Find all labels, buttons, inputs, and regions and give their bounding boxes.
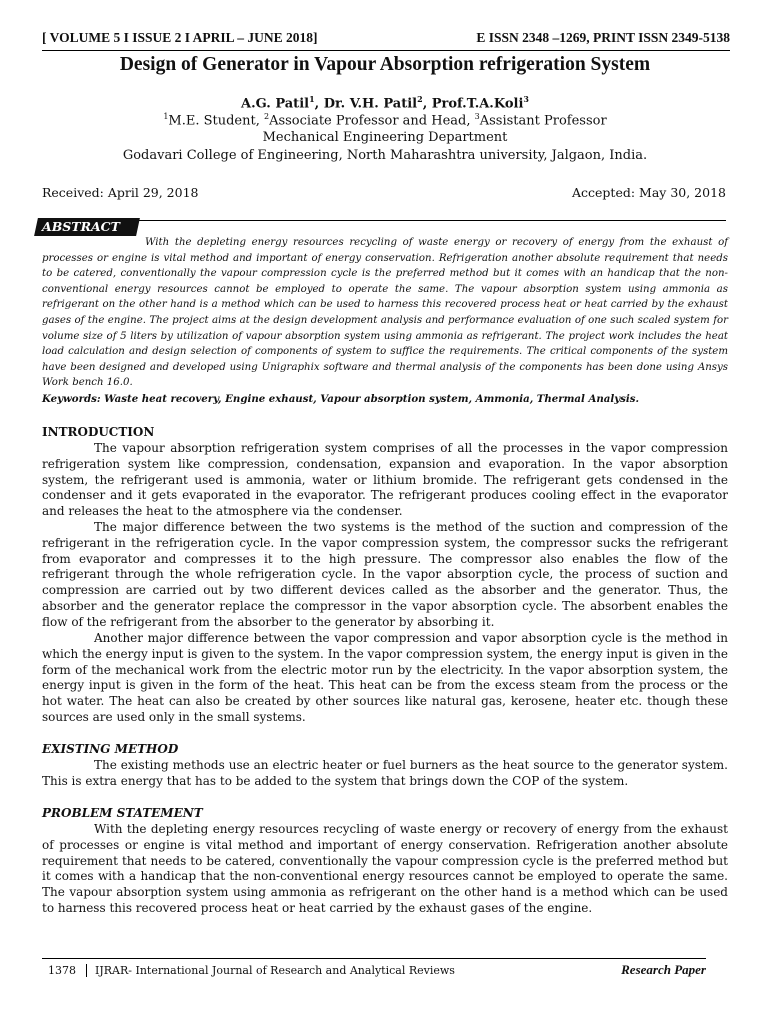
existing-method-heading: EXISTING METHOD bbox=[42, 742, 179, 756]
page-footer bbox=[42, 961, 706, 979]
page-number: 1378 bbox=[42, 964, 87, 977]
affiliation-department: Mechanical Engineering Department bbox=[262, 130, 508, 145]
header-divider bbox=[42, 50, 730, 51]
introduction-paragraph-2: The major difference between the two systems is the method of the suction and compression of the refrigerant in the refrigeration cycle. In the vapor compression system, the compressor sucks the refrigerant from evaporator and compresses it to the high pressure. The compressor also enables the flow of the refrigerant through the whole refrigeration cycle. In the vapor absorption cycle, the process of suction and compression are carried out by two different devices called as the absorber and the generator. Thus, the absorber and the generator replace the compressor in the vapor absorption cycle. The absorbent enables the flow of the refrigerant from the absorber to the generator by absorbing it. bbox=[42, 520, 728, 629]
keywords: Keywords: Waste heat recovery, Engine exhaust, Vapour absorption system, Ammonia, Thermal Analysis. bbox=[42, 393, 640, 405]
introduction-paragraph-1: The vapour absorption refrigeration system comprises of all the processes in the vapor compression refrigeration system like compression, condensation, expansion and evaporation. In the vapor absorption system, the refrigerant used is ammonia, water or lithium bromide. The refrigerant gets condensed in the condenser and it gets evaporated in the evaporator. The refrigerant produces cooling effect in the evaporator and releases the heat to the atmosphere via the condenser. bbox=[42, 441, 728, 519]
affil-sup-2: 2 bbox=[263, 112, 270, 121]
volume-issue: [ VOLUME 5 I ISSUE 2 I APRIL – JUNE 2018] bbox=[42, 30, 318, 45]
introduction-heading: INTRODUCTION bbox=[42, 425, 155, 439]
author-1-affil: 1 bbox=[309, 94, 315, 104]
author-1: A.G. Patil bbox=[241, 96, 310, 112]
publication-dates bbox=[42, 185, 726, 200]
existing-method-paragraph: The existing methods use an electric heater or fuel burners as the heat source to the generator system. This is extra energy that has to be added to the system that brings down the COP of the system. bbox=[42, 758, 728, 788]
footer-divider bbox=[42, 958, 706, 959]
problem-statement-heading: PROBLEM STATEMENT bbox=[42, 806, 203, 820]
abstract-label-text: ABSTRACT bbox=[42, 219, 120, 234]
journal-name: IJRAR- International Journal of Research and Analytical Reviews bbox=[95, 963, 455, 977]
introduction-paragraph-3: Another major difference between the vapor compression and vapor absorption cycle is the method in which the energy input is given to the system. In the vapor compression system, the energy input is given in the form of the mechanical work from the electric motor run by the electricity. In the vapor absorption system, the energy input is given in the form of the heat. This heat can be from the excess steam from the process or the hot water. The heat can also be created by other sources like natural gas, kerosene, heater etc. though these sources are used only in the small systems. bbox=[42, 631, 728, 724]
paper-title: Design of Generator in Vapour Absorption refrigeration System bbox=[119, 54, 651, 75]
affil-role-1: M.E. Student, bbox=[168, 113, 264, 129]
affil-role-3: Assistant Professor bbox=[479, 113, 607, 129]
abstract-divider bbox=[42, 220, 726, 221]
received-date: Received: April 29, 2018 bbox=[42, 185, 199, 200]
affil-role-2: Associate Professor and Head, bbox=[269, 113, 475, 129]
author-2: , Dr. V.H. Patil bbox=[314, 96, 418, 112]
author-3: , Prof.T.A.Koli bbox=[422, 96, 524, 112]
affil-sup-3: 3 bbox=[474, 112, 480, 121]
running-header bbox=[42, 28, 730, 48]
problem-statement-paragraph: With the depleting energy resources recycling of waste energy or recovery of energy from the exhaust of processes or engine is vital method and important of energy conservation. Refrigeration another absolute requirement that needs to be catered, conventionally the vapour compression cycle is the preferred method but it comes with a handicap that the non-conventional energy resources cannot be employed to operate the same. The vapour absorption system using ammonia as refrigerant on the other hand is a method which can be used to harness this recovered process heat or heat carried by the exhaust gases of the engine. bbox=[42, 822, 728, 915]
accepted-date: Accepted: May 30, 2018 bbox=[572, 185, 726, 200]
abstract-label bbox=[34, 218, 140, 236]
affiliation-roles bbox=[40, 112, 730, 128]
affil-sup-1: 1 bbox=[163, 112, 169, 121]
abstract-text: With the depleting energy resources recycling of waste energy or recovery of energy from the exhaust of processes or engine is vital method and important of energy conservation. Refrigeration another absolute requirement that needs to be catered, conventionally the vapour compression cycle is the preferred method but it comes with an handicap that the non-conventional energy resources cannot be employed to operate the same. The vapour absorption system using ammonia as refrigerant on the other hand is a method which can be used to harness this recovered process heat or heat carried by the exhaust gases of the engine. The project aims at the design development analysis and performance evaluation of one such scaled system for volume size of 5 liters by utilization of vapour absorption system using ammonia as refrigerant. The project work includes the heat load calculation and design selection of components of system to suffice the requirements. The critical components of the system have been designed and developed using Unigraphix software and thermal analysis of the components has been done using Ansys Work bench 16.0. bbox=[42, 237, 728, 389]
issn-info: E ISSN 2348 –1269, PRINT ISSN 2349-5138 bbox=[476, 30, 730, 45]
author-2-affil: 2 bbox=[417, 94, 423, 104]
article-type: Research Paper bbox=[621, 962, 706, 977]
author-list bbox=[40, 94, 730, 111]
author-3-affil: 3 bbox=[523, 94, 529, 104]
affiliation-college: Godavari College of Engineering, North Maharashtra university, Jalgaon, India. bbox=[122, 148, 648, 163]
